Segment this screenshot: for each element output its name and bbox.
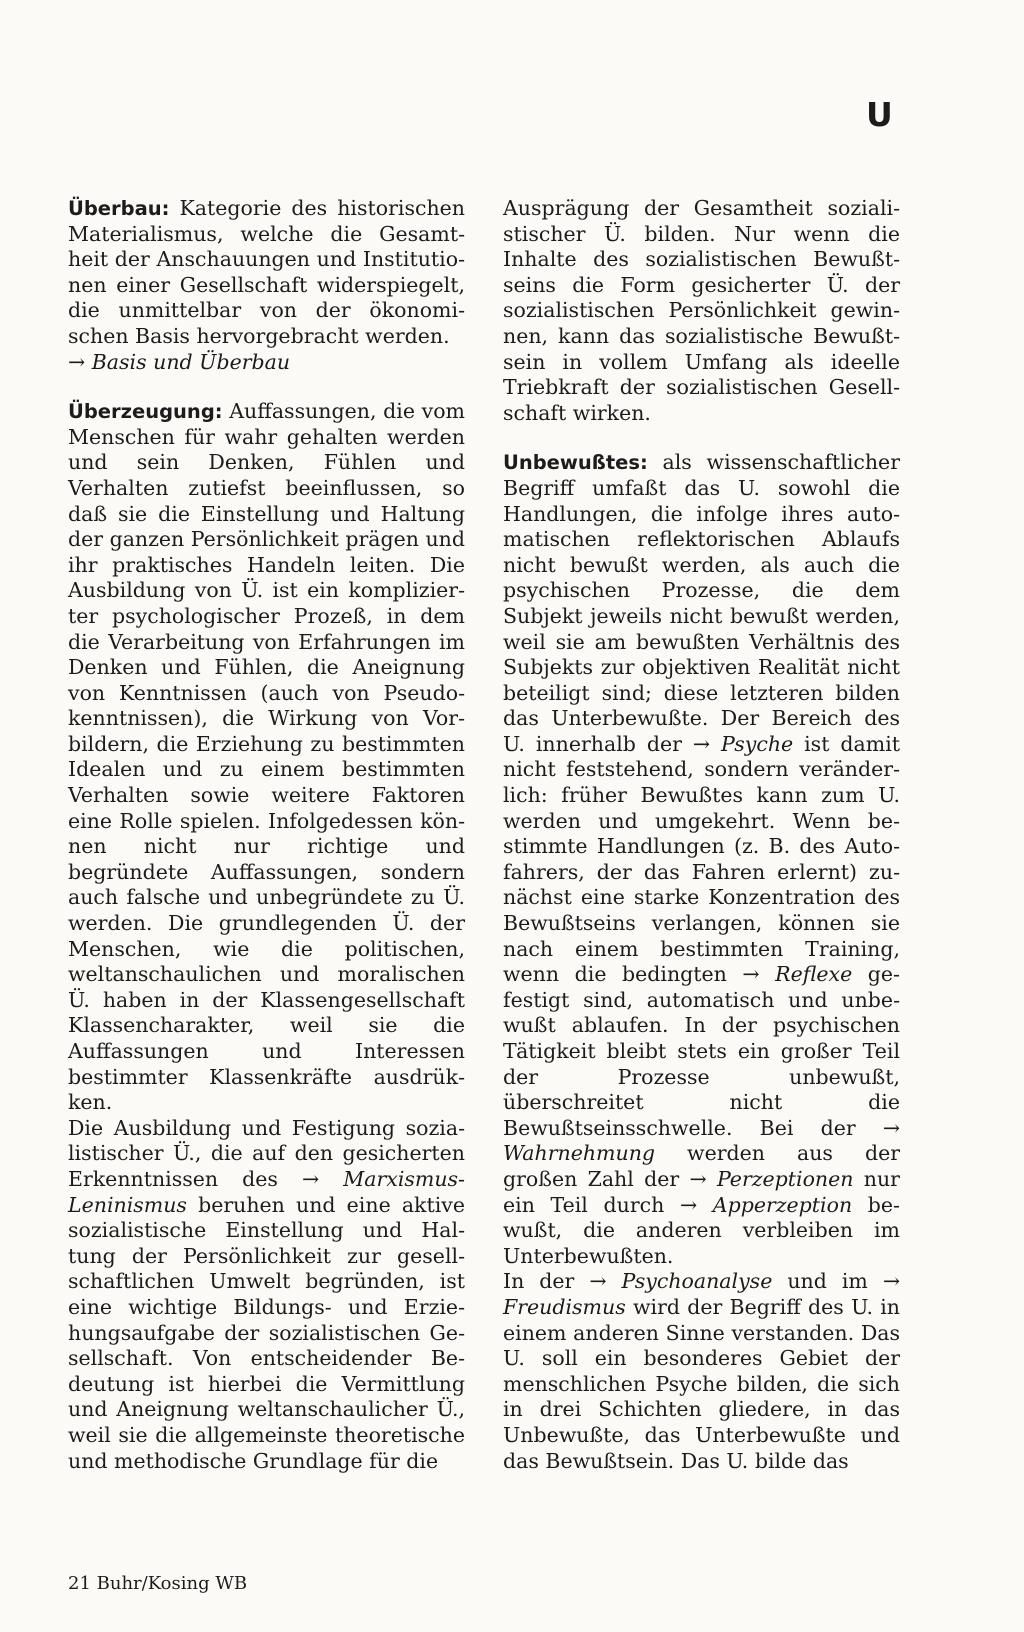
entry-uberbau-body: Kategorie des historischen Materialismus, welche die Gesamtheit der Anschauungen und Institutionen einer Gesellschaft widerspiegelt, die unmittelbar von der ökonomischen Basis hervorgebracht werden. bbox=[68, 196, 465, 348]
entry-uberbau bbox=[68, 196, 465, 375]
entry-uberbau-text bbox=[68, 196, 465, 375]
entry-uberzeugung-para-1 bbox=[68, 399, 465, 1116]
text-run: gefestigt sind, automatisch und unbewußt ablaufen. In der psychischen Tätigkeit bleibt stets ein großer Teil der Prozesse unbewußt, überschreitet nicht die Bewußtseinsschwelle. Bei der bbox=[503, 962, 900, 1140]
page-footer: 21 Buhr/Kosing WB bbox=[68, 1573, 248, 1594]
text-run: wird der Begriff des U. in einem anderen Sinne verstanden. Das U. soll ein besonderes Gebiet der menschlichen Psyche bilden, die sich in drei Schichten gliedere, in das Unbewußte, das Unterbewußte und das Bewußtsein. Das U. bilde das bbox=[503, 1294, 900, 1473]
crossref-arrow: → bbox=[589, 1269, 607, 1294]
crossref-psychoanalyse: Psychoanalyse bbox=[621, 1269, 773, 1294]
text-run: In der bbox=[503, 1269, 590, 1294]
entry-uberzeugung bbox=[68, 399, 465, 1474]
crossref-arrow: → bbox=[68, 349, 86, 374]
crossref-reflexe: Reflexe bbox=[775, 962, 853, 987]
crossref-perzeptionen: Perzeptionen bbox=[716, 1166, 854, 1191]
text-run: als wissenschaftlicher Begriff umfaßt das U. sowohl die Handlungen, die infolge ihres automatischen reflektorischen Ablaufs nicht bewußt werden, als auch die psychischen Prozesse, die dem Subjekt jeweils nicht bewußt werden, weil sie am bewußten Verhältnis des Subjekts zur objektiven Realität nicht beteiligt sind; diese letzteren bilden das Unterbewußte. Der Bereich des U. innerhalb der bbox=[503, 450, 900, 756]
crossref-apperzeption: Apperzeption bbox=[712, 1192, 853, 1217]
entry-unbewusstes-para-1 bbox=[503, 450, 900, 1269]
text-run: werden aus der großen Zahl der bbox=[503, 1141, 900, 1191]
headword-uberbau: Überbau: bbox=[68, 197, 170, 220]
headword-unbewusstes: Unbewußtes: bbox=[503, 451, 648, 475]
entry-unbewusstes bbox=[503, 450, 900, 1474]
crossref-arrow: → bbox=[692, 731, 711, 756]
entry-uberzeugung-body: Auffassungen, die vom Menschen für wahr gehalten werden und sein Denken, Fühlen und Verhalten zutiefst beeinflussen, so daß sie die Einstellung und Haltung der ganzen Persönlichkeit prägen und ihr praktisches Handeln leiten. Die Ausbildung von Ü. ist ein komplizierter psychologischer Prozeß, in dem die Verarbeitung von Erfahrungen im Denken und Fühlen, die Aneignung von Kenntnissen (auch von Pseudokenntnissen), die Wirkung von Vorbildern, die Erziehung zu bestimmten Idealen und zu einem bestimmten Verhalten sowie weitere Faktoren eine Rolle spielen. Infolgedessen können nicht nur richtige und begründete Auffassungen, sondern auch falsche und unbegründete zu Ü. werden. Die grundlegenden Ü. der Menschen, wie die politischen, weltanschaulichen und moralischen Ü. haben in der Klassengesellschaft Klassencharakter, weil sie die Auffassungen und Interessen bestimmter Klassenkräfte ausdrükken. bbox=[68, 399, 465, 1115]
crossref-arrow: → bbox=[689, 1166, 707, 1191]
entry-uberzeugung-continued bbox=[503, 196, 900, 426]
text-run: bewußt, die anderen verbleiben im Unterbewußten. bbox=[503, 1192, 900, 1268]
crossref-arrow: → bbox=[679, 1192, 698, 1217]
text-run: ist damit nicht feststehend, sondern veränderlich: früher Bewußtes kann zum U. werden und umgekehrt. Wenn bestimmte Handlungen (z. B. des Autofahrers, der das Fahren erlernt) zunächst eine starke Konzentration des Bewußtseins verlangen, können sie nach einem bestimmten Training, wenn die bedingten bbox=[503, 731, 900, 987]
crossref-arrow: → bbox=[302, 1166, 320, 1191]
text-run: und im bbox=[772, 1269, 883, 1294]
crossref-marxismus-leninismus: Marxismus-Leninismus bbox=[68, 1166, 465, 1217]
continuation-text: Ausprägung der Gesamtheit sozialistischer Ü. bilden. Nur wenn die Inhalte des sozialistischen Bewußtseins die Form gesicherter Ü. der sozialistischen Persönlichkeit gewinnen, kann das sozialistische Bewußtsein in vollem Umfang als ideelle Triebkraft der sozialistischen Gesellschaft wirken. bbox=[503, 196, 900, 425]
right-column bbox=[503, 196, 900, 1498]
text-run: beruhen und eine aktive sozialistische Einstellung und Haltung der Persönlichkeit zur gesellschaftlichen Umwelt begründen, ist eine wichtige Bildungs- und Erziehungsaufgabe der sozialistischen Gesellschaft. Von entscheidender Bedeutung ist hierbei die Vermittlung und Aneignung weltanschaulicher Ü., weil sie die allgemeinste theoretische und methodische Grundlage für die bbox=[68, 1192, 465, 1473]
entry-unbewusstes-para-2 bbox=[503, 1269, 900, 1474]
entry-uberzeugung-para-2 bbox=[68, 1116, 465, 1474]
section-letter: U bbox=[866, 95, 893, 134]
crossref-psyche: Psyche bbox=[721, 731, 794, 756]
crossref-arrow: → bbox=[882, 1269, 900, 1294]
crossref-basis-und-uberbau: Basis und Überbau bbox=[91, 349, 291, 374]
crossref-arrow: → bbox=[882, 1115, 900, 1140]
crossref-arrow: → bbox=[742, 962, 760, 987]
crossref-wahrnehmung: Wahrnehmung bbox=[503, 1141, 656, 1166]
text-run: Die Ausbildung und Festigung sozialistischer Ü., die auf den gesicherten Erkenntnissen des bbox=[68, 1115, 465, 1191]
left-column bbox=[68, 196, 465, 1498]
text-run: nur ein Teil durch bbox=[503, 1166, 900, 1217]
crossref-freudismus: Freudismus bbox=[503, 1294, 626, 1319]
headword-uberzeugung: Überzeugung: bbox=[68, 400, 223, 424]
